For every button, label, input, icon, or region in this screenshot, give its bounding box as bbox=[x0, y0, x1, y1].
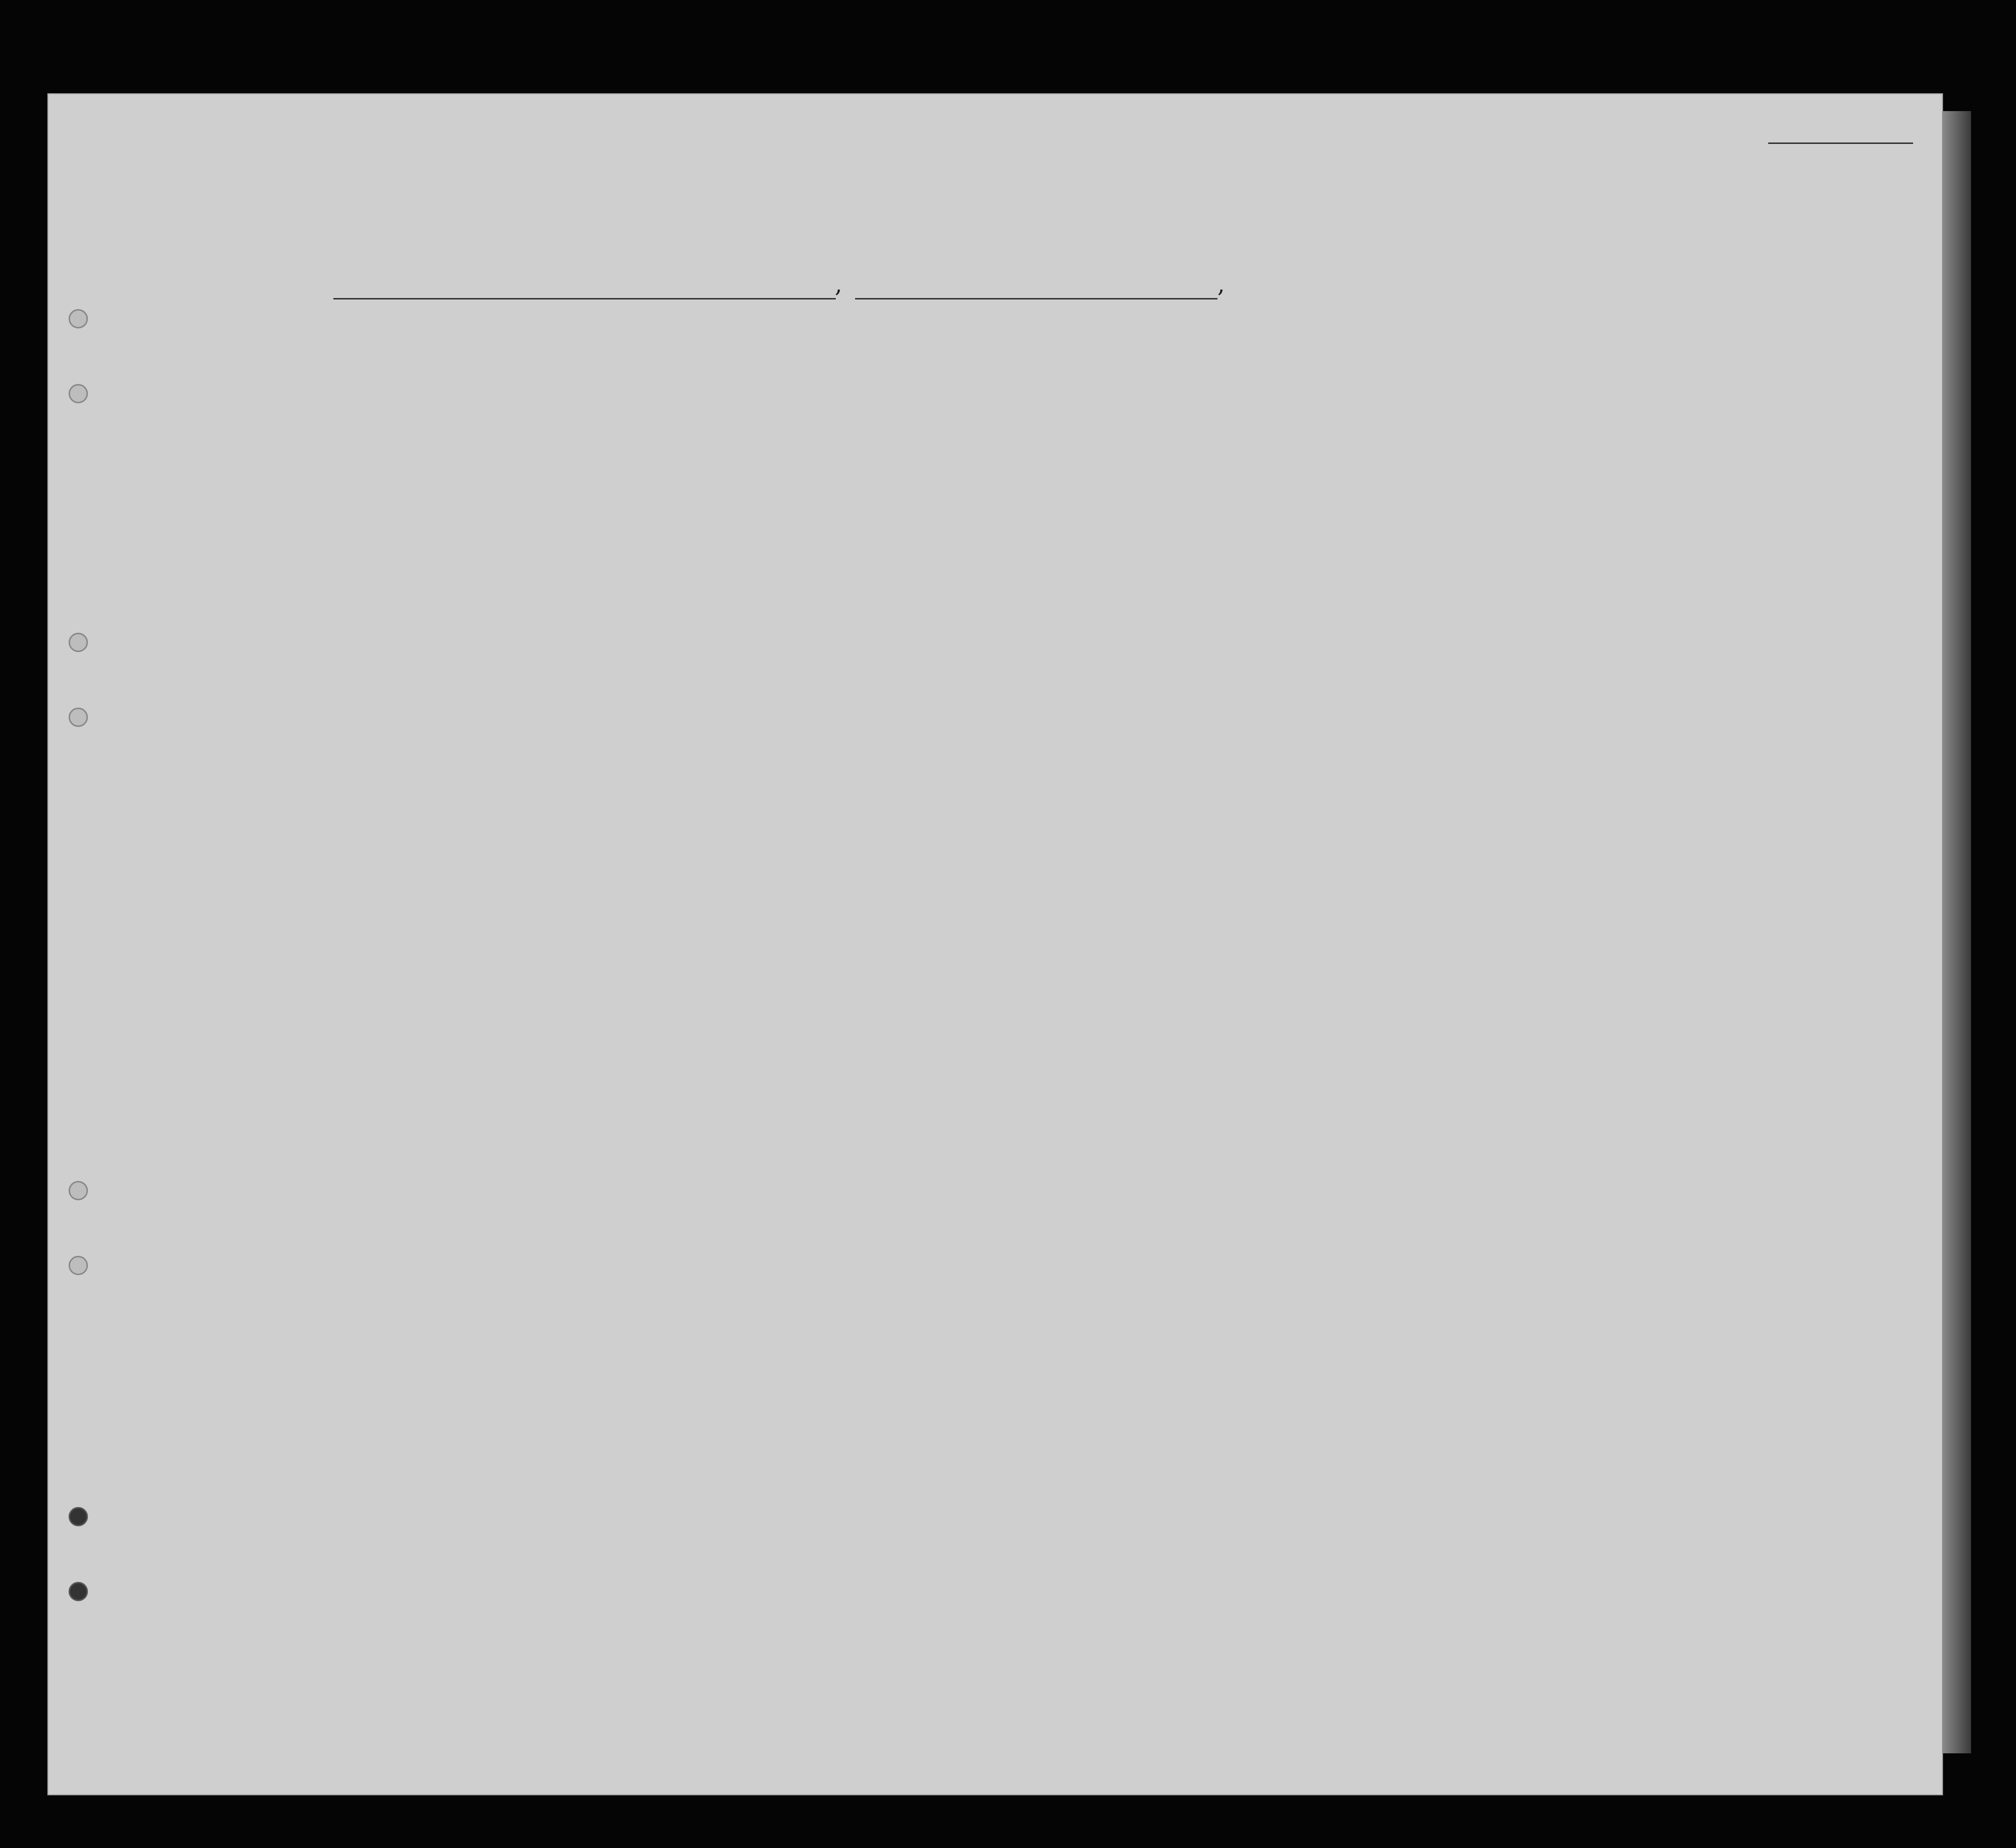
binder-hole bbox=[69, 708, 88, 727]
header-possession-50 bbox=[691, 357, 720, 570]
comma-2: , bbox=[1217, 271, 1225, 298]
comma-1: , bbox=[835, 271, 843, 298]
binder-hole bbox=[69, 1181, 88, 1200]
binder-hole bbox=[69, 1507, 88, 1526]
header-polygamist bbox=[1345, 357, 1370, 572]
binder-hole bbox=[69, 384, 88, 403]
table-grid bbox=[48, 94, 1942, 1794]
header-labor-offer bbox=[1452, 357, 1486, 572]
header-return-country bbox=[1196, 386, 1234, 572]
binder-hole bbox=[69, 633, 88, 652]
manifest-sheet bbox=[48, 94, 1942, 1794]
header-feet bbox=[1647, 519, 1674, 568]
header-ticket bbox=[570, 357, 599, 570]
header-prison bbox=[1309, 357, 1338, 572]
binder-hole bbox=[69, 1582, 88, 1601]
header-arrested bbox=[1515, 357, 1539, 572]
header-anarchist bbox=[1372, 357, 1396, 572]
header-excluded bbox=[1488, 357, 1512, 572]
header-become-citizen bbox=[1266, 386, 1295, 572]
page-stack-edge bbox=[1942, 111, 1971, 1753]
header-overthrow bbox=[1401, 357, 1449, 572]
binder-hole bbox=[69, 1256, 88, 1275]
header-inches bbox=[1674, 519, 1701, 568]
header-length-of-stay bbox=[1239, 386, 1263, 572]
binder-hole bbox=[69, 309, 88, 328]
